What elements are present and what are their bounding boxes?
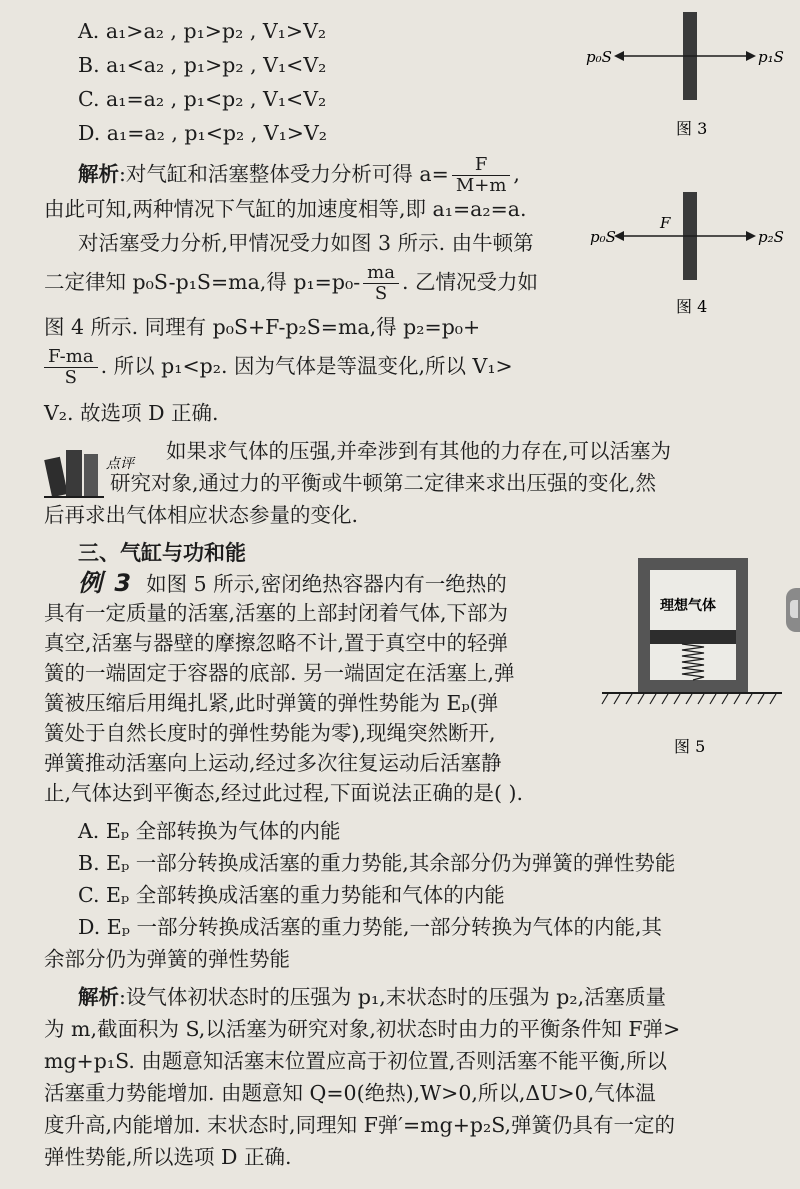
fig3-left-label: p₀S — [586, 48, 612, 66]
analysis1-line6: $\frac{F-ma}{S}$ . 所以 p₁<p₂. 因为气体是等温变化,所以 V₁> — [44, 342, 513, 390]
fig4-left-label: p₀S — [590, 228, 616, 246]
fig3-caption: 图 3 — [676, 119, 708, 138]
note-line2: 研究对象,通过力的平衡或牛顿第二定律来求出压强的变化,然 — [110, 471, 657, 495]
page-edge-tab-mark — [790, 600, 798, 618]
option-b-top: B. a₁<a₂ , p₁>p₂ , V₁<V₂ — [78, 53, 327, 77]
figure-4 — [580, 190, 790, 320]
option-a-top: A. a₁>a₂ , p₁>p₂ , V₁>V₂ — [78, 19, 327, 43]
fig4-force-label: F — [660, 214, 671, 232]
option-c-bottom: C. Eₚ 全部转换成活塞的重力势能和气体的内能 — [78, 883, 505, 907]
example-line4: 簧的一端固定于容器的底部. 另一端固定在活塞上,弹 — [44, 661, 515, 685]
section-heading: 三、气缸与功和能 — [78, 541, 246, 565]
note-line1: 如果求气体的压强,并牵涉到有其他的力存在,可以活塞为 — [166, 439, 672, 463]
example-tag: 例 3 — [78, 569, 134, 597]
analysis1-line1: 解析:对气缸和活塞整体受力分析可得 a= $\frac{F}{M+m}$ , — [78, 154, 520, 196]
note-icon-label: 点评 — [106, 456, 134, 472]
option-a-bottom: A. Eₚ 全部转换为气体的内能 — [78, 819, 341, 843]
analysis1-line7: V₂. 故选项 D 正确. — [44, 401, 219, 425]
figure-3 — [580, 10, 790, 140]
note-line3: 后再求出气体相应状态参量的变化. — [44, 503, 359, 527]
fig4-caption: 图 4 — [676, 297, 708, 316]
example-line7: 弹簧推动活塞向上运动,经过多次往复运动后活塞静 — [44, 751, 502, 775]
fig3-right-label: p₁S — [758, 48, 784, 66]
example-line5: 簧被压缩后用绳扎紧,此时弹簧的弹性势能为 Eₚ(弹 — [44, 691, 499, 715]
example-line3: 真空,活塞与器壁的摩擦忽略不计,置于真空中的轻弹 — [44, 631, 509, 655]
fig5-caption: 图 5 — [674, 737, 706, 756]
option-d-bottom: D. Eₚ 一部分转换成活塞的重力势能,一部分转换为气体的内能,其 — [78, 915, 662, 939]
option-d-top: D. a₁=a₂ , p₁<p₂ , V₁>V₂ — [78, 121, 328, 145]
analysis2-line2: 为 m,截面积为 S,以活塞为研究对象,初状态时由力的平衡条件知 F弹> — [44, 1017, 681, 1041]
figure-5 — [600, 552, 786, 762]
option-b-bottom: B. Eₚ 一部分转换成活塞的重力势能,其余部分仍为弹簧的弹性势能 — [78, 851, 676, 875]
analysis1-line2: 由此可知,两种情况下气缸的加速度相等,即 a₁=a₂=a. — [44, 197, 527, 221]
example-line2: 具有一定质量的活塞,活塞的上部封闭着气体,下部为 — [44, 601, 509, 625]
example-line6: 簧处于自然长度时的弹性势能为零),现绳突然断开, — [44, 721, 496, 745]
example-line8: 止,气体达到平衡态,经过此过程,下面说法正确的是( ). — [44, 781, 524, 805]
fig5-piston — [650, 630, 736, 644]
analysis2-line3: mg+p₁S. 由题意知活塞末位置应高于初位置,否则活塞不能平衡,所以 — [44, 1049, 667, 1073]
fig5-gas-label: 理想气体 — [660, 598, 716, 614]
analysis1-line4: 二定律知 p₀S-p₁S=ma,得 p₁=p₀- $\frac{ma}{S}$ . 乙情况受力如 — [44, 262, 538, 304]
option-d-bottom-cont: 余部分仍为弹簧的弹性势能 — [44, 947, 290, 971]
analysis1-line3: 对活塞受力分析,甲情况受力如图 3 所示. 由牛顿第 — [78, 231, 534, 255]
analysis2-line4: 活塞重力势能增加. 由题意知 Q=0(绝热),W>0,所以,ΔU>0,气体温 — [44, 1081, 656, 1105]
example-line1: 例 3 如图 5 所示,密闭绝热容器内有一绝热的 — [78, 569, 507, 597]
analysis2-line6: 弹性势能,所以选项 D 正确. — [44, 1145, 292, 1169]
analysis1-line5: 图 4 所示. 同理有 p₀S+F-p₂S=ma,得 p₂=p₀+ — [44, 315, 481, 339]
analysis2-line1: 解析:设气体初状态时的压强为 p₁,末状态时的压强为 p₂,活塞质量 — [78, 985, 667, 1009]
option-c-top: C. a₁=a₂ , p₁<p₂ , V₁<V₂ — [78, 87, 327, 111]
analysis2-line5: 度升高,内能增加. 末状态时,同理知 F弹′=mg+p₂S,弹簧仍具有一定的 — [44, 1113, 676, 1137]
fig4-right-label: p₂S — [758, 228, 784, 246]
